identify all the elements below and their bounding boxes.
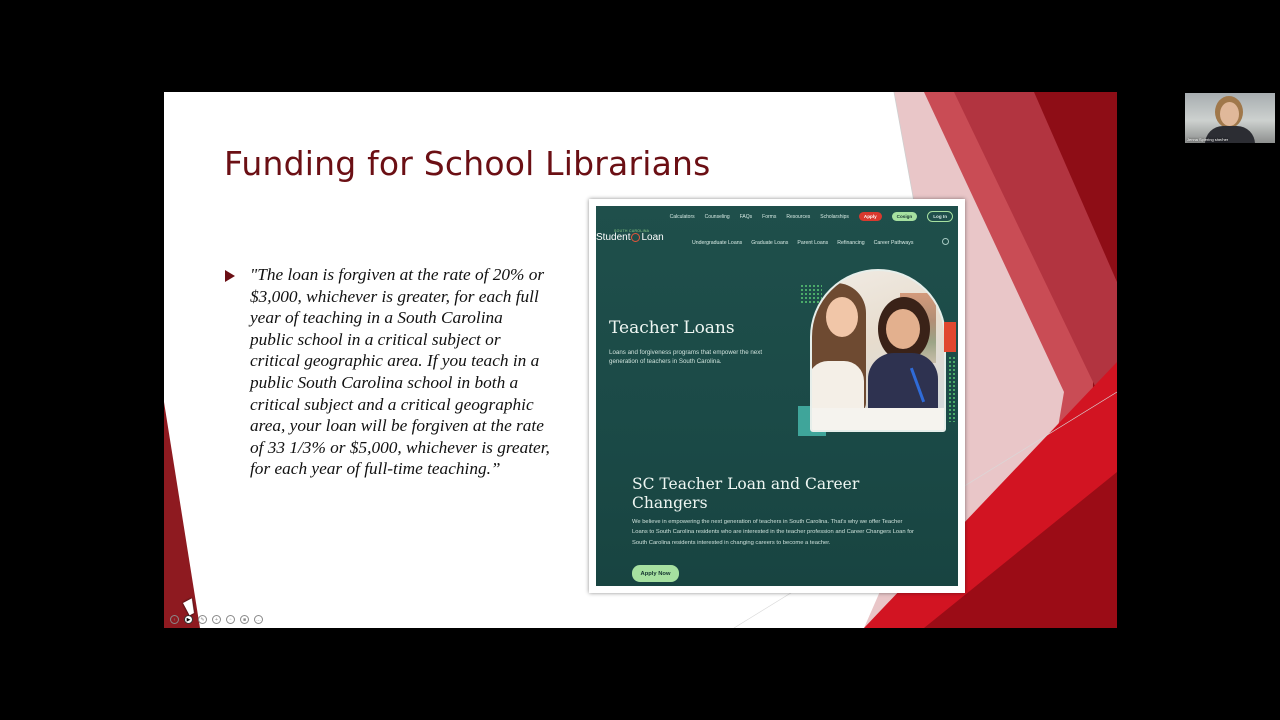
search-icon — [942, 238, 949, 245]
nav-career-pathways: Career Pathways — [873, 240, 914, 246]
logo-state: SOUTH CAROLINA — [614, 229, 650, 233]
cosign-pill: Cosign — [892, 212, 918, 221]
student-loan-website — [596, 206, 958, 586]
nav-undergraduate-loans: Undergraduate Loans — [692, 240, 743, 246]
logo-student: Student — [596, 232, 631, 243]
dots-decoration-right — [948, 356, 956, 422]
website-logo — [596, 229, 664, 243]
slide-controls — [170, 615, 263, 624]
play-icon[interactable]: ▶ — [184, 615, 193, 624]
top-link-scholarships: Scholarships — [820, 213, 849, 220]
apple-icon — [631, 233, 640, 242]
hero-title: Teacher Loans — [609, 318, 735, 338]
top-link-faqs: FAQs — [739, 213, 753, 220]
top-link-counseling: Counseling — [704, 213, 730, 220]
website-screenshot — [589, 199, 965, 593]
pen-icon[interactable]: ✎ — [198, 615, 207, 624]
presentation-slide — [164, 92, 1117, 628]
camera-icon[interactable]: ■ — [240, 615, 249, 624]
nav-graduate-loans: Graduate Loans — [751, 240, 789, 246]
nav-parent-loans: Parent Loans — [797, 240, 829, 246]
participant-name: Jenna Spiering she/her — [1187, 137, 1229, 142]
apply-pill: Apply — [859, 212, 882, 221]
nav-refinancing: Refinancing — [837, 240, 865, 246]
bullet-arrow-icon — [225, 270, 235, 282]
hero-subtitle: Loans and forgiveness programs that empower the next generation of teachers in South Carolina. — [609, 349, 763, 365]
top-link-forms: Forms — [762, 213, 777, 220]
hero-photo — [810, 269, 946, 432]
website-nav — [692, 240, 913, 246]
top-link-calculators: Calculators — [669, 213, 695, 220]
top-link-resources: Resources — [786, 213, 811, 220]
logo-loan: Loan — [641, 232, 664, 243]
prev-icon[interactable]: ‹ — [170, 615, 179, 624]
more-icon[interactable]: … — [256, 616, 261, 623]
section-title: SC Teacher Loan and Career Changers — [632, 475, 860, 512]
slide-title: Funding for School Librarians — [224, 144, 711, 183]
zoom-icon[interactable]: + — [212, 615, 221, 624]
website-topbar — [670, 211, 953, 222]
section-body: We believe in empowering the next generation of teachers in South Carolina. That's why we offer Teacher Loans to South Carolina residents who are interested in the teacher profession and Career Changers Loan for South Carolina residents interested in changing careers to become a teacher. — [632, 519, 914, 546]
slide-quote: "The loan is forgiven at the rate of 20% or $3,000, whichever is greater, for each full year of teaching in a South Carolina public school in a critical subject or critical geographic area. If you teach in a public South Carolina school in both a critical subject and a critical geographic area, your loan will be forgiven at the rate of 33 1/3% or $5,000, whichever is greater, for each year of full-time teaching.” — [250, 265, 550, 479]
view-icon[interactable]: ▫ — [226, 615, 235, 624]
red-decoration — [944, 322, 956, 352]
login-pill: Log In — [927, 211, 953, 222]
webcam-thumbnail[interactable] — [1185, 93, 1275, 143]
apply-now-button: Apply Now — [632, 565, 679, 582]
